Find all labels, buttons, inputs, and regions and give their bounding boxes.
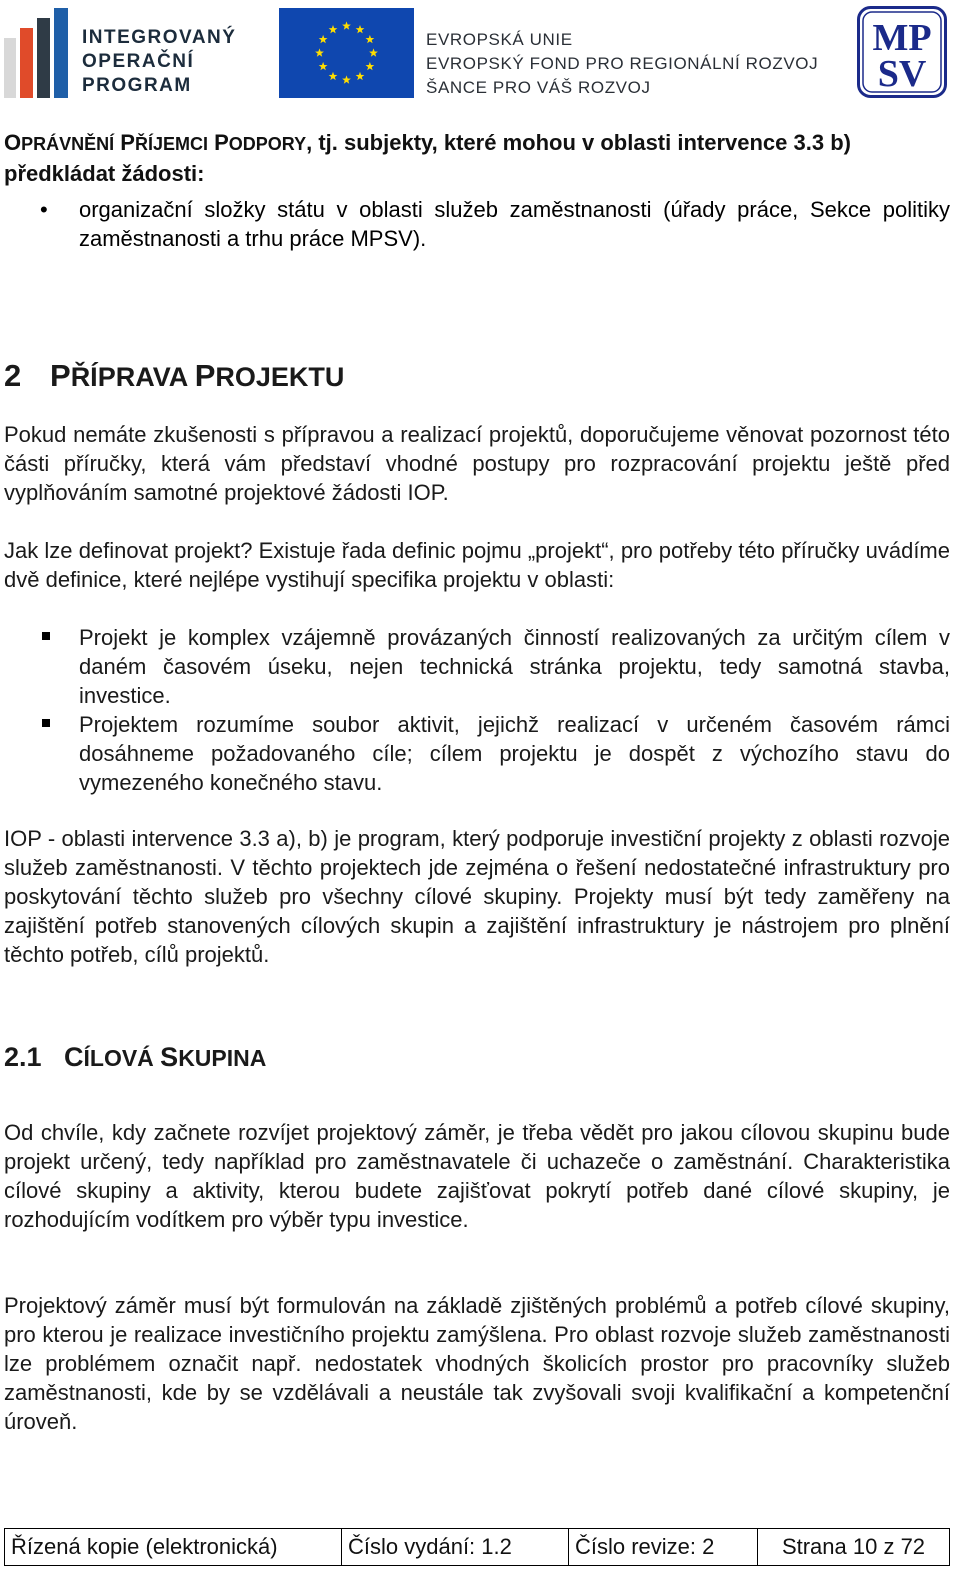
section-2-1-paragraph-1: Od chvíle, kdy začnete rozvíjet projektový záměr, je třeba vědět pro jakou cílovou skupinu bude projekt určený, tedy například pro zaměstnavatele či uchazeče o zaměstnání. Charakteristika cílové skupiny a aktivity, kterou budete zajišťovat pokrytí potřeb dané cílové skupiny, je rozhodujícím vodítkem pro výběr typu investice. xyxy=(4,1120,950,1232)
section-2-paragraph-2: Jak lze definovat projekt? Existuje řada definic pojmu „projekt“, pro potřeby této příručky uvádíme dvě definice, které nejlépe vystihují specifika projektu v oblasti: xyxy=(4,538,950,592)
heading-part: S xyxy=(160,1042,179,1072)
eligible-title-part: P xyxy=(120,130,135,155)
eligible-title xyxy=(4,128,950,188)
eligible-title-part: ODPORY xyxy=(228,134,307,154)
section-2-paragraph-3: IOP - oblasti intervence 3.3 a), b) je program, který podporuje investiční projekty z oblasti rozvoje služeb zaměstnanosti. V těchto projektech jde zejména o řešení nedostatečné infrastruktury pro poskytování těchto služeb pro všechny cílové skupiny. Projekty musí být tedy zaměřeny na zajištění potřeb stanovených cílových skupin a zajištění infrastruktury je nástrojem pro plnění těchto potřeb, cílů projektů. xyxy=(4,826,950,967)
heading-part: ŘÍPRAVA xyxy=(70,362,195,392)
heading-part: P xyxy=(194,358,216,393)
page-footer xyxy=(4,1528,950,1566)
heading-part: KUPINA xyxy=(178,1045,267,1071)
eu-line-1: EVROPSKÁ UNIE xyxy=(426,30,573,49)
section-2-heading xyxy=(4,356,344,397)
eligible-title-rest: , tj. subjekty, které mohou v oblasti intervence 3.3 b) předkládat žádosti: xyxy=(4,130,851,186)
mpsv-logo-icon xyxy=(857,6,947,98)
section-2-1-heading xyxy=(4,1040,266,1075)
iop-stripes-icon xyxy=(4,8,74,98)
eu-line-3: ŠANCE PRO VÁŠ ROZVOJ xyxy=(426,78,651,97)
eu-flag-icon xyxy=(279,8,414,98)
eligible-title-part: PRÁVNĚNÍ xyxy=(21,134,115,154)
page-header xyxy=(0,0,960,110)
eligible-list xyxy=(4,195,950,253)
eu-line-2: EVROPSKÝ FOND PRO REGIONÁLNÍ ROZVOJ xyxy=(426,54,819,73)
mpsv-bottom-text: SV xyxy=(877,53,927,95)
iop-logo xyxy=(4,8,244,98)
list-item: Projektem rozumíme soubor aktivit, jejichž realizací v určeném časovém rámci dosáhneme požadovaného cíle; cílem projektu je dospět z výchozího stavu do vymezeného konečného stavu. xyxy=(4,710,950,797)
section-number: 2 xyxy=(4,358,22,393)
list-item: • organizační složky státu v oblasti služeb zaměstnanosti (úřady práce, Sekce politiky zaměstnanosti a trhu práce MPSV). xyxy=(4,195,950,253)
heading-part: ROJEKTU xyxy=(215,362,345,392)
list-item: Projekt je komplex vzájemně provázaných činností realizovaných za určitým cílem v daném časovém úseku, nejen technická stránka projektu, tedy samotná stavba, investice. xyxy=(4,623,950,710)
section-number: 2.1 xyxy=(4,1042,42,1072)
section-2-1-paragraph-2: Projektový záměr musí být formulován na základě zjištěných problémů a potřeb cílové skupiny, pro kterou je realizace investičního projektu zamýšlena. Pro oblast rozvoje služeb zaměstnanosti lze problémem označit např. nedostatek vhodných školicích prostor pro pracovníky služeb zaměstnanosti, kde by se vzdělávali a neustále tak zvyšovali svoji kvalifikační a kompetenční úroveň. xyxy=(4,1293,950,1434)
eligible-block xyxy=(4,128,950,253)
heading-part: ÍLOVÁ xyxy=(83,1045,161,1071)
mpsv-top-text: MP xyxy=(872,17,932,59)
iop-line-1: INTEGROVANÝ xyxy=(82,27,237,48)
footer-issue-number: Číslo vydání: 1.2 xyxy=(342,1529,569,1566)
heading-part: C xyxy=(64,1042,84,1072)
footer-page-number: Strana 10 z 72 xyxy=(758,1529,950,1566)
footer-revision-number: Číslo revize: 2 xyxy=(569,1529,758,1566)
eligible-title-part: P xyxy=(214,130,229,155)
iop-line-3: PROGRAM xyxy=(82,75,192,96)
footer-copy-type: Řízená kopie (elektronická) xyxy=(5,1529,342,1566)
heading-part: P xyxy=(50,358,71,393)
eligible-title-part: O xyxy=(4,130,22,155)
iop-logo-text xyxy=(82,26,236,98)
iop-line-2: OPERAČNÍ xyxy=(82,51,195,72)
definitions-list xyxy=(4,623,950,797)
section-2-paragraph-1: Pokud nemáte zkušenosti s přípravou a realizací projektů, doporučujeme věnovat pozornost této části příručky, která vám představí vhodné postupy pro rozpracování projektu ještě před vyplňováním samotné projektové žádosti IOP. xyxy=(4,422,950,505)
eu-logo-text xyxy=(426,28,818,100)
eligible-title-part: ŘÍJEMCI xyxy=(134,134,208,154)
